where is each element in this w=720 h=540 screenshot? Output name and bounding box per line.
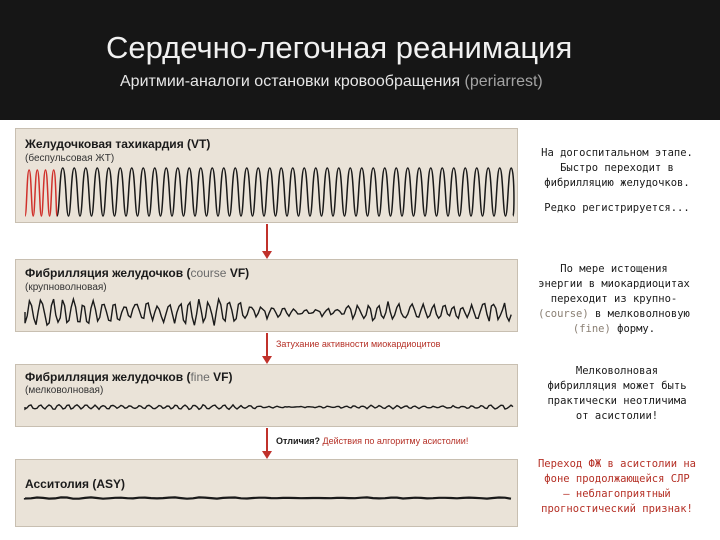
arrow-3-head: [262, 451, 272, 459]
note-fvf-line-4: от асистолии!: [575, 410, 659, 422]
fine-vf-title-end: VF): [209, 370, 233, 384]
panel-asy: [15, 459, 518, 527]
note-vt-line-1: На догоспитальном этапе.: [541, 147, 693, 159]
note-cvf-line-5-rest: форму.: [610, 323, 656, 335]
panel-vt-title: Желудочковая тахикардия (VT): [25, 137, 211, 151]
subtitle-main: Аритмии-аналоги остановки кровообращения: [120, 73, 461, 90]
arrow-note-2: [276, 436, 468, 446]
slide-header: [0, 0, 720, 120]
panel-fine-vf: [15, 364, 518, 427]
note-vt: [522, 146, 712, 216]
note-fvf-line-1: Мелковолновая: [575, 365, 659, 377]
course-vf-title-light: course: [190, 266, 227, 280]
arrow-1: [266, 224, 268, 252]
note-cvf-course: (course): [538, 308, 589, 320]
arrow-1-head: [262, 251, 272, 259]
note-asy-line-1: Переход ФЖ в асистолии на: [537, 458, 697, 470]
panel-fine-vf-subtitle: (мелковолновая): [25, 385, 104, 396]
note-vt-line-4: Редко регистрируется...: [544, 202, 690, 214]
panel-asy-title: Асситолия (ASY): [25, 477, 125, 491]
note-cvf-line-5: [514, 322, 714, 337]
note-cvf-line-3: переходит из крупно-: [550, 293, 678, 305]
note-cvf-line-4-rest: в мелковолновую: [588, 308, 690, 320]
note-fine-vf: [522, 364, 712, 424]
ecg-trace-fine-vf: [16, 393, 519, 423]
course-vf-title-end: VF): [226, 266, 250, 280]
arrow-note-1: Затухание активности миокардиоцитов: [276, 339, 441, 349]
panel-vt-subtitle: (беспульсовая ЖТ): [25, 153, 115, 164]
panel-course-vf-subtitle: (крупноволновая): [25, 282, 107, 293]
arrow-2-head: [262, 356, 272, 364]
note-asy: [519, 457, 715, 517]
ecg-trace-asy: [16, 491, 519, 505]
panel-course-vf: [15, 259, 518, 332]
note-fvf-line-2: фибрилляция может быть: [547, 380, 687, 392]
note-vt-line-2: Быстро переходит в: [560, 162, 674, 174]
note-asy-line-3: – неблагоприятный: [563, 488, 671, 500]
slide-subtitle: [120, 73, 543, 91]
note-vt-line-3: фибрилляцию желудочков.: [544, 177, 690, 189]
ecg-trace-vt: [16, 164, 519, 224]
arrow-3: [266, 428, 268, 452]
note-course-vf: [514, 262, 714, 337]
panel-vt: [15, 128, 518, 223]
arrow-note-2-rest: Действия по алгоритму асистолии!: [320, 436, 469, 446]
course-vf-title-main: Фибрилляция желудочков (: [25, 266, 191, 280]
fine-vf-title-main: Фибрилляция желудочков (: [25, 370, 191, 384]
note-cvf-line-2: энергии в миокардиоцитах: [538, 278, 690, 290]
note-cvf-line-4: [514, 307, 714, 322]
note-asy-line-2: фоне продолжающейся СЛР: [544, 473, 690, 485]
panel-fine-vf-title: [25, 370, 232, 384]
arrow-note-2-bold: Отличия?: [276, 436, 321, 446]
subtitle-paren: (periarrest): [464, 73, 543, 90]
fine-vf-title-light: fine: [190, 370, 210, 384]
note-cvf-fine: (fine): [572, 323, 611, 335]
slide-title: Сердечно-легочная реанимация: [106, 30, 573, 65]
panel-course-vf-title: [25, 266, 249, 280]
note-asy-line-4: прогностический признак!: [541, 503, 693, 515]
note-fvf-line-3: практически неотличима: [547, 395, 687, 407]
ecg-trace-course-vf: [16, 292, 519, 332]
arrow-2: [266, 333, 268, 357]
note-cvf-line-1: По мере истощения: [560, 263, 668, 275]
